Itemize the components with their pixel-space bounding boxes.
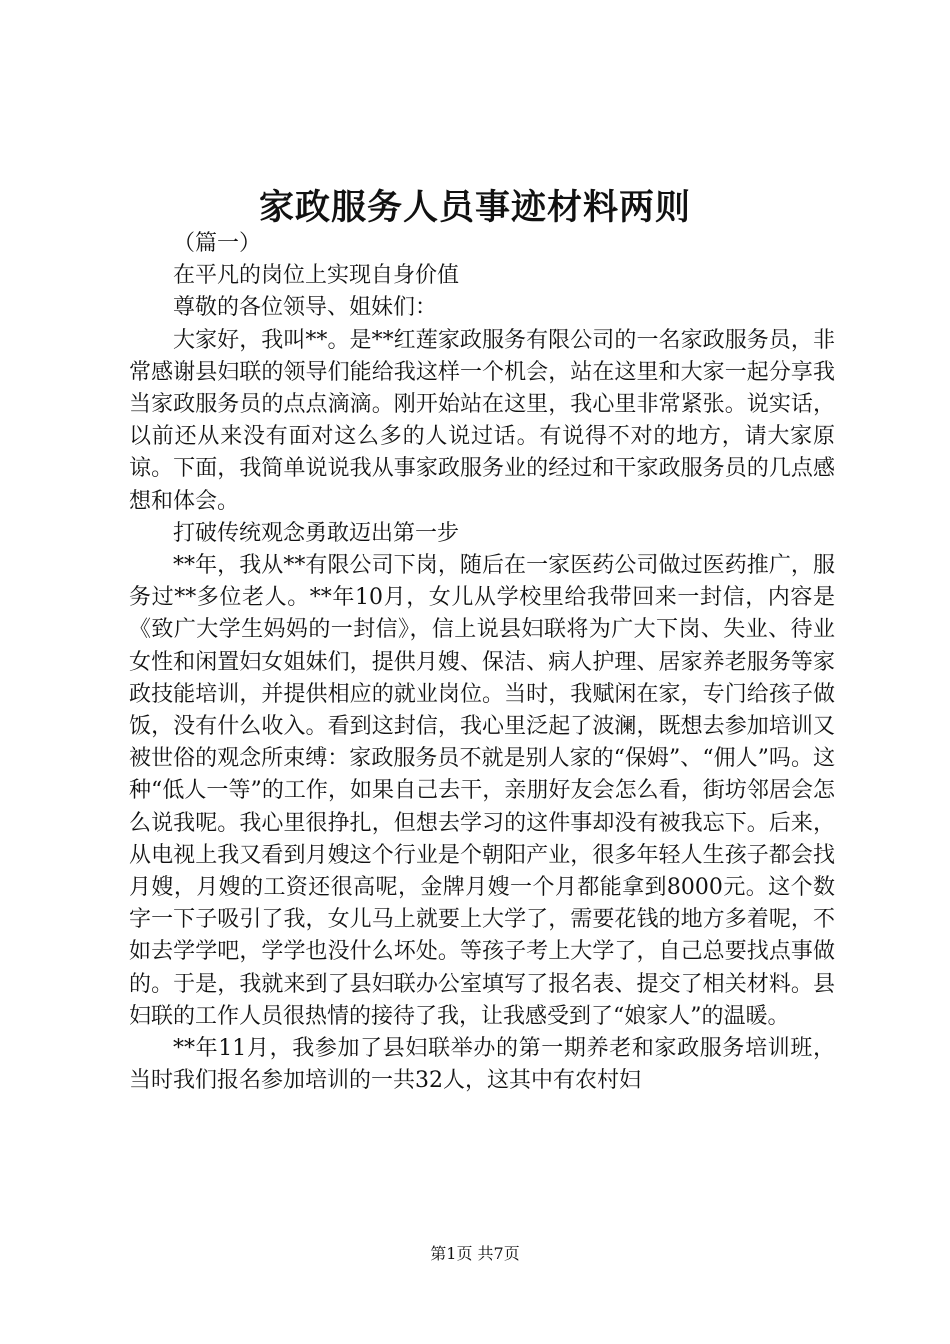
paragraph-story: **年，我从**有限公司下岗，随后在一家医药公司做过医药推广，服务过**多位老人。**年10月，女儿从学校里给我带回来一封信，内容是《致广大学生妈妈的一封信》，信上说县妇联将为广大下岗、失业、待业女性和闲置妇女姐妹们，提供月嫂、保洁、病人护理、居家养老服务等家政技能培训，并提供相应的就业岗位。当时，我赋闲在家，专门给孩子做饭，没有什么收入。看到这封信，我心里泛起了波澜，既想去参加培训又被世俗的观念所束缚：家政服务员不就是别人家的“保姆”、“佣人”吗。这种“低人一等”的工作，如果自己去干，亲朋好友会怎么看，街坊邻居会怎么说我呢。我心里很挣扎，但想去学习的这件事却没有被我忘下。后来，从电视上我又看到月嫂这个行业是个朝阳产业，很多年轻人生孩子都会找月嫂，月嫂的工资还很高呢，金牌月嫂一个月都能拿到8000元。这个数字一下子吸引了我，女儿马上就要上大学了，需要花钱的地方多着呢，不如去学学吧，学学也没什么坏处。等孩子考上大学了，自己总要找点事做的。于是，我就来到了县妇联办公室填写了报名表、提交了相关材料。县妇联的工作人员很热情的接待了我，让我感受到了“娘家人”的温暖。 <box>129 553 835 1029</box>
speech-title: 在平凡的岗位上实现自身价值 <box>173 263 460 289</box>
salutation: 尊敬的各位领导、姐妹们： <box>173 295 438 321</box>
paragraph-training: **年11月，我参加了县妇联举办的第一期养老和家政服务培训班，当时我们报名参加培训的一共32人，这其中有农村妇 <box>129 1036 835 1094</box>
document-title: 家政服务人员事迹材料两则 <box>258 187 691 228</box>
subheading: 打破传统观念勇敢迈出第一步 <box>173 520 460 546</box>
document-body <box>129 228 835 1097</box>
paragraph-intro: 大家好，我叫**。是**红莲家政服务有限公司的一名家政服务员，非常感谢县妇联的领导们能给我这样一个机会，站在这里和大家一起分享我当家政服务员的点点滴滴。刚开始站在这里，我心里非常紧张。说实话，以前还从来没有面对这么多的人说过话。有说得不对的地方，请大家原谅。下面，我简单说说我从事家政服务业的经过和干家政服务员的几点感想和体会。 <box>129 327 835 514</box>
section-label: （篇一） <box>173 231 262 256</box>
page-number-footer: 第1页 共7页 <box>430 1244 520 1263</box>
